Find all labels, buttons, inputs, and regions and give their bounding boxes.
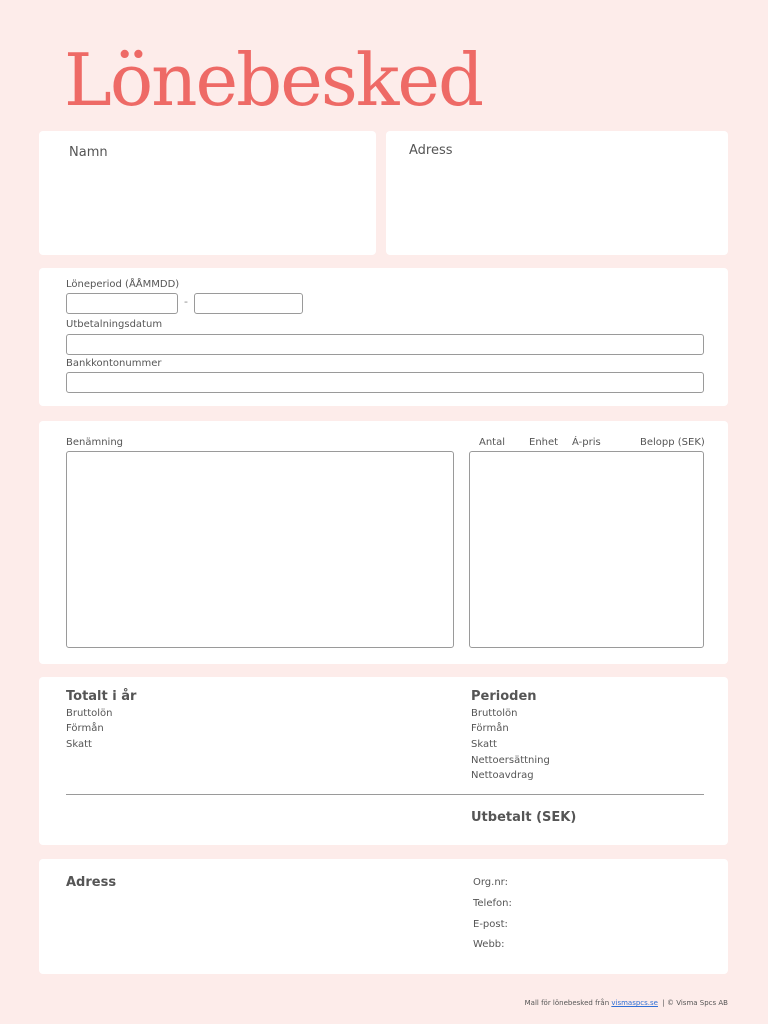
period-dash: -: [184, 295, 188, 308]
page-title: Lönebesked: [64, 38, 483, 122]
totals-card: [39, 677, 728, 845]
employer-address-heading: Adress: [66, 875, 117, 890]
name-label: Namn: [69, 145, 108, 160]
org-number-label: Org.nr:: [473, 877, 508, 888]
year-total-heading: Totalt i år: [66, 689, 137, 704]
footer-credit: [525, 999, 728, 1007]
year-tax-label: Skatt: [66, 739, 92, 750]
line-items-card: [39, 421, 728, 664]
web-label: Webb:: [473, 939, 505, 950]
year-gross-salary-label: Bruttolön: [66, 708, 113, 719]
footer-suffix: | © Visma Spcs AB: [657, 999, 728, 1007]
amount-label: Belopp (SEK): [640, 437, 705, 448]
period-end-field[interactable]: [194, 293, 303, 314]
period-start-field[interactable]: [66, 293, 178, 314]
paid-amount-label: Utbetalt (SEK): [471, 810, 577, 825]
unit-label: Enhet: [529, 437, 559, 448]
employee-name-card: [39, 131, 376, 255]
pay-period-label: Löneperiod (ÅÅMMDD): [66, 279, 180, 290]
footer-prefix: Mall för lönebesked från: [524, 999, 612, 1007]
pay-period-card: [39, 268, 728, 406]
period-net-deduction-label: Nettoavdrag: [471, 770, 534, 781]
period-net-compensation-label: Nettoersättning: [471, 755, 550, 766]
address-label: Adress: [409, 143, 453, 158]
period-tax-label: Skatt: [471, 739, 497, 750]
description-textarea[interactable]: [66, 451, 454, 648]
payment-date-label: Utbetalningsdatum: [66, 319, 163, 330]
email-label: E-post:: [473, 919, 508, 930]
unit-price-label: Á-pris: [572, 437, 601, 448]
employee-address-card: [386, 131, 728, 255]
phone-label: Telefon:: [473, 898, 512, 909]
totals-divider: [66, 794, 704, 795]
period-gross-salary-label: Bruttolön: [471, 708, 518, 719]
quantity-label: Antal: [479, 437, 506, 448]
payment-date-field[interactable]: [66, 334, 704, 355]
bank-account-label: Bankkontonummer: [66, 358, 162, 369]
period-total-heading: Perioden: [471, 689, 537, 704]
description-label: Benämning: [66, 437, 124, 448]
bank-account-field[interactable]: [66, 372, 704, 393]
employer-card: [39, 859, 728, 974]
amounts-textarea[interactable]: [469, 451, 704, 648]
year-benefit-label: Förmån: [66, 723, 104, 734]
period-benefit-label: Förmån: [471, 723, 509, 734]
footer-link[interactable]: vismaspcs.se: [611, 999, 658, 1007]
